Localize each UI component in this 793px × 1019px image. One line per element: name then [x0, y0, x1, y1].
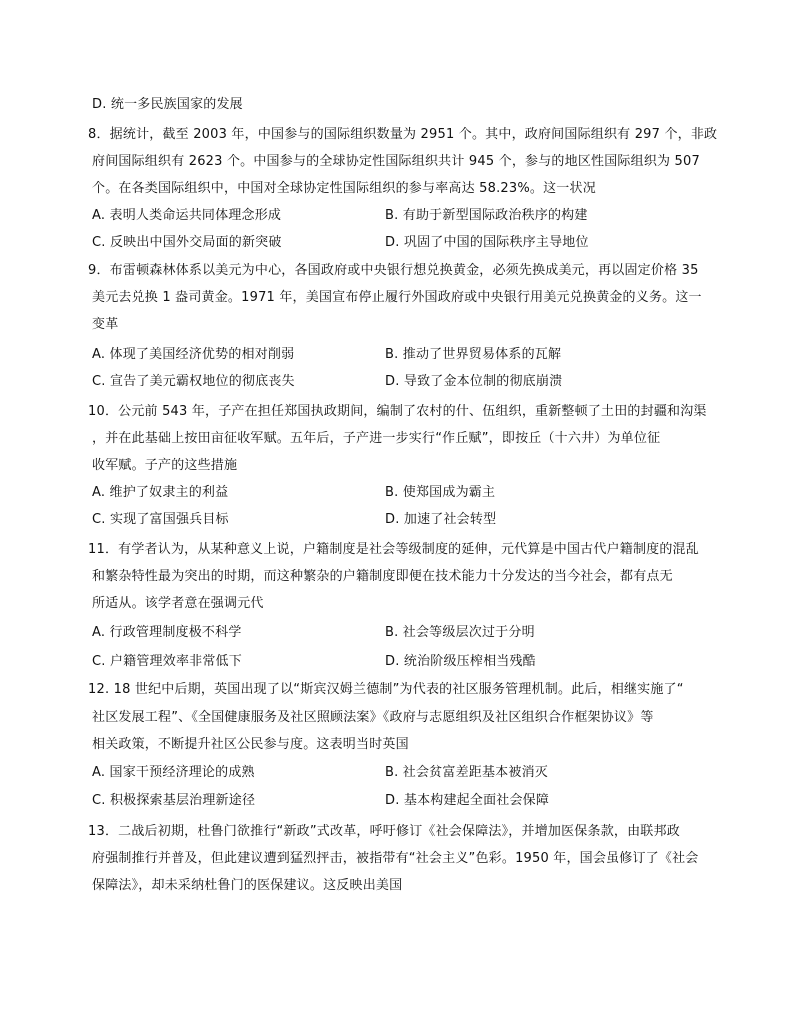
q11-option-a: A. 行政管理制度极不科学: [92, 625, 242, 640]
q7-option-d: D. 统一多民族国家的发展: [92, 97, 243, 112]
q10-stem-line-3: 收军赋。子产的这些措施: [92, 458, 238, 473]
q11-option-c: C. 户籍管理效率非常低下: [92, 654, 242, 669]
q12-stem-line-3: 相关政策，不断提升社区公民参与度。这表明当时英国: [92, 737, 409, 752]
q8-stem-line-3: 个。在各类国际组织中，中国对全球协定性国际组织的参与率高达 58.23%。这一状况: [92, 181, 596, 196]
q12-option-c: C. 积极探索基层治理新途径: [92, 793, 256, 808]
q8-option-d: D. 巩固了中国的国际秩序主导地位: [385, 235, 589, 250]
q8-option-b: B. 有助于新型国际政治秩序的构建: [385, 208, 588, 223]
q9-option-a: A. 体现了美国经济优势的相对削弱: [92, 347, 295, 362]
q10-option-c: C. 实现了富国强兵目标: [92, 512, 229, 527]
q9-option-d: D. 导致了金本位制的彻底崩溃: [385, 374, 563, 389]
q10-stem-line-2: ，并在此基础上按田亩征收军赋。五年后，子产进一步实行“作丘赋”，即按丘（十六井）为单位征: [92, 431, 661, 446]
q9-option-b: B. 推动了世界贸易体系的瓦解: [385, 347, 562, 362]
q11-option-b: B. 社会等级层次过于分明: [385, 625, 535, 640]
q8-option-a: A. 表明人类命运共同体理念形成: [92, 208, 282, 223]
q12-option-b: B. 社会贫富差距基本被消灭: [385, 765, 548, 780]
q11-stem-line-3: 所适从。该学者意在强调元代: [92, 596, 264, 611]
q11-option-d: D. 统治阶级压榨相当残酷: [385, 654, 536, 669]
q12-option-d: D. 基本构建起全面社会保障: [385, 793, 550, 808]
q9-stem-line-3: 变革: [92, 317, 119, 332]
q12-option-a: A. 国家干预经济理论的成熟: [92, 765, 255, 780]
q9-stem-line-1: 9．布雷顿森林体系以美元为中心，各国政府或中央银行想兑换黄金，必须先换成美元，再以固定价格 35: [88, 263, 699, 278]
q9-option-c: C. 宣告了美元霸权地位的彻底丧失: [92, 374, 295, 389]
q11-stem-line-2: 和繁杂特性最为突出的时期，而这种繁杂的户籍制度即便在技术能力十分发达的当今社会，都有点无: [92, 569, 673, 584]
q10-stem-line-1: 10．公元前 543 年，子产在担任郑国执政期间，编制了农村的什、伍组织，重新整顿了土田的封疆和沟渠: [88, 404, 707, 419]
q8-stem-line-1: 8．据统计，截至 2003 年，中国参与的国际组织数量为 2951 个。其中，政府间国际组织有 297 个，非政: [88, 127, 718, 142]
q10-option-b: B. 使郑国成为霸主: [385, 485, 496, 500]
q8-option-c: C. 反映出中国外交局面的新突破: [92, 235, 282, 250]
q13-stem-line-1: 13．二战后初期，杜鲁门欲推行“新政”式改革，呼吁修订《社会保障法》，并增加医保条款，由联邦政: [88, 824, 680, 839]
q13-stem-line-2: 府强制推行并普及，但此建议遭到猛烈抨击，被指带有“社会主义”色彩。1950 年，国会虽修订了《社会: [92, 851, 699, 866]
q10-option-d: D. 加速了社会转型: [385, 512, 497, 527]
q13-stem-line-3: 保障法》，却未采纳杜鲁门的医保建议。这反映出美国: [92, 878, 403, 893]
q12-stem-line-2: 社区发展工程”、《全国健康服务及社区照顾法案》《政府与志愿组织及社区组织合作框架协议》等: [92, 710, 654, 725]
q8-stem-line-2: 府间国际组织有 2623 个。中国参与的全球协定性国际组织共计 945 个，参与的地区性国际组织为 507: [92, 154, 700, 169]
q9-stem-line-2: 美元去兑换 1 盎司黄金。1971 年，美国宣布停止履行外国政府或中央银行用美元兑换黄金的义务。这一: [92, 290, 702, 305]
q12-stem-line-1: 12. 18 世纪中后期，英国出现了以“斯宾汉姆兰德制”为代表的社区服务管理机制。此后，相继实施了“: [88, 682, 684, 697]
q11-stem-line-1: 11．有学者认为，从某种意义上说，户籍制度是社会等级制度的延伸，元代算是中国古代户籍制度的混乱: [88, 542, 699, 557]
q10-option-a: A. 维护了奴隶主的利益: [92, 485, 229, 500]
